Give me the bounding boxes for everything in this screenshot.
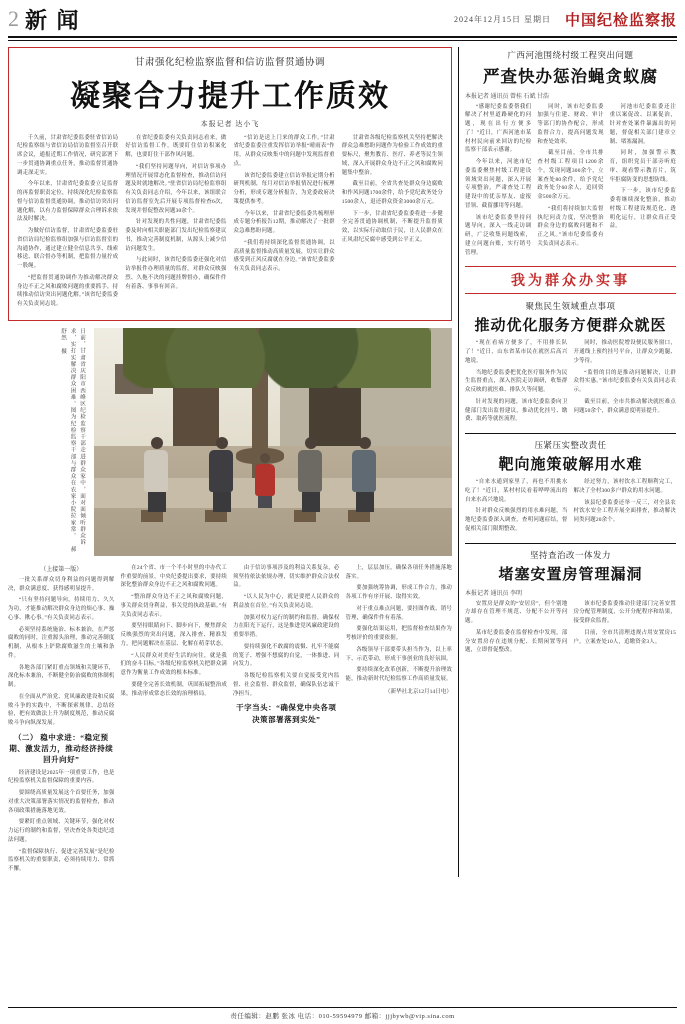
paragraph: 要紧盯重点领域、关键环节，强化对权力运行的制约和监督，坚决查处各类违纪违法问题。 (8, 819, 115, 843)
page-footer: 责任编辑：赵鹏 张冰 电话：010-59594979 邮箱：jjjbywb@vip.sina.com (8, 1007, 677, 1020)
paragraph: 要强化结果运用，把监督检查结果作为考核评价的重要依据。 (345, 626, 452, 641)
paragraph: 要持续深化改革创新，不断提升治理效能，推动新时代纪检监察工作高质量发展。 (345, 667, 452, 682)
paragraph: 各级领导干部要带头担当作为，以上率下、示范带动，形成干事创业的良好氛围。 (345, 646, 452, 662)
banner-label: 我为群众办实事 (511, 274, 630, 290)
lead-col-3 (234, 134, 335, 312)
paragraph: 下一步，该市纪委监委将继续深化整治，推动村级工程建设规范化、透明化运行，让群众真正受益。 (609, 188, 676, 230)
story3-kicker: 压紧压实整改责任 (534, 440, 607, 450)
continuation-label: （上接第一版） (40, 566, 83, 573)
paragraph: 河池市纪委监委还注重以案促改、以案促治，针对查处案件暴露出的问题，督促相关部门建章立制、堵塞漏洞。 (609, 103, 676, 145)
photo-person (144, 437, 170, 512)
paragraph: 今年以来，甘肃省纪委监委立足监督的再监督职责定位，持续深化纪检监察监督与信访监督贯通协调，推动信访突出问题化解，以有力监督保障群众合理诉求依法及时解决。 (17, 181, 119, 223)
lower-col-3 (233, 564, 340, 877)
paragraph: “以人民为中心，就是要把人民群众的利益放在首位。”有关负责同志说。 (233, 594, 340, 609)
paragraph: 针对群众反映强烈的用水难问题，当地纪委监委深入调查，查明问题症结，督促相关部门限期整改。 (465, 508, 568, 532)
news-photo (94, 328, 452, 556)
paragraph: “整治群众身边不正之风和腐败问题，事关群众切身利益，事关党的执政基础。”有关负责同志表示。 (120, 594, 227, 618)
paragraph: “我们将持续加大监督执纪问责力度，坚决整治群众身边的腐败问题和不正之风。”该市纪委监委有关负责同志表示。 (537, 205, 604, 247)
section-banner (465, 266, 676, 294)
paragraph: 在24个省、市一个半小时里的中办代工作重要的前景，中央纪委提出要求，要持续深化整治群众身边不正之风和腐败问题。 (120, 564, 227, 589)
photo-person (352, 437, 378, 512)
paragraph: 该市纪委监委推动住建部门完善安置房分配管理制度，公开分配程序和结果，接受群众监督。 (573, 600, 676, 624)
lead-col-4 (342, 134, 443, 312)
subhead: 干字当头：“确保党中央各项决策部署落到实处” (236, 703, 337, 724)
paragraph: 要围绕高质量发展这个首要任务，加强对重大决策部署落实情况的监督检查，推动各项政策措施落地见效。 (8, 790, 115, 814)
paragraph: “感谢纪委监委帮我们解决了村里道路硬化的问题，现在出行方便多了！”近日，广西河池市某村村民向前来回访的纪检监察干部表示感谢。 (465, 103, 532, 154)
story2-columns (465, 339, 676, 427)
story3-headline: 靶向施策破解用水难 (498, 457, 643, 473)
paragraph: “人民群众对美好生活的向往，就是我们的奋斗目标。”各级纪检监察机关把群众满意作为衡量工作成效的根本标准。 (120, 652, 227, 676)
paragraph: 同时，推动医院增设便民服务窗口，开通线上预约挂号平台，让群众少跑腿、少等待。 (573, 340, 676, 364)
story4-kicker: 坚持查治改一体发力 (529, 549, 611, 560)
section-title: 新 闻 (25, 7, 81, 33)
paragraph: 该市纪委监委坚持问题导向，深入一线走访调研，广泛收集问题线索，建立问题台账，实行销号管理。 (465, 214, 532, 256)
paragraph: 经济建设是2025年一项重要工作，也是纪检监察机关监督保障的重要内容。 (8, 769, 115, 785)
story1-kicker: 广西河池围绕村级工程突出问题 (507, 49, 634, 60)
story4-columns (465, 600, 676, 659)
photo-block (8, 328, 452, 556)
paragraph: 上，层层加压，确保各项任务措施落地落实。 (345, 564, 452, 580)
paper-logo: 中国纪检监察报 (564, 12, 677, 29)
continuation-article (8, 564, 452, 877)
lead-col-1 (17, 134, 118, 312)
story2-col-1 (465, 339, 568, 427)
lower-col-2 (121, 564, 228, 877)
left-column (8, 47, 452, 877)
lead-columns (17, 134, 443, 312)
lower-col-1 (8, 564, 115, 877)
paragraph: 目前，全市共清理违规占用安置房15户，立案查处10人，追缴资金3人。 (573, 629, 676, 645)
photo-person-child (255, 453, 275, 508)
paragraph: “我们坚持问题导向，对信访事项办理情况开展常态化监督检查，推动信访问题及时就地解决。”驻省信访局纪检监察组有关负责同志介绍，今年以来，该组联合信访监督室先后开展专项监督检查6次，发现并督促整改问题30余个。 (125, 163, 227, 214)
lead-headline: 凝聚合力提升工作质效 (70, 79, 390, 113)
paragraph: 各地各部门紧盯重点领域和关键环节，深化标本兼治，不断健全防治腐败的体制机制。 (8, 664, 115, 688)
paragraph: 针对发现的共性问题，甘肃省纪委监委及时向相关职能部门发出纪检监察建议书，推动完善制度机制，从源头上减少信访问题发生。 (125, 219, 227, 252)
story3-columns (465, 478, 676, 537)
story2-headline: 推动优化服务方便群众就医 (474, 318, 667, 335)
paragraph: 要健全完善长效机制，巩固拓展整治成果，推动形成常态长效的治理格局。 (120, 681, 227, 697)
photo-caption: 日前，甘肃省庆阳市西峰区纪检监察干部走进群众家中，面对面倾听群众诉求，实打实解决群众困难。图为纪检监察干部与群众在农家小院拉家常。 郝舒然 摄 (60, 327, 85, 553)
lead-kicker: 甘肃强化纪检监察监督和信访监督贯通协调 (134, 57, 325, 68)
photo-person (209, 437, 235, 512)
paragraph: “信访是送上门来的群众工作。”甘肃省纪委监委注重发挥信访举报“晴雨表”作用，从群众反映集中的问题中发现监督重点。 (233, 134, 335, 167)
paragraph: “只有坚持问题导向，持续用力、久久为功，才能推动解决群众身边的烦心事、操心事、揪心事。”有关负责同志表示。 (8, 597, 115, 621)
story1-col-3 (610, 103, 676, 261)
paragraph: 该县纪委监委还举一反三，对全县农村饮水安全工程开展全面排查，推动解决同类问题20余个。 (573, 499, 676, 523)
story1-byline: 本报记者 通讯员 曾桂 石斌 甘浩 (465, 93, 550, 100)
divider (465, 433, 676, 434)
paragraph: 该省纪委监委建立信访举报定期分析研判机制，每月对信访举报情况进行梳理分析，形成专题分析报告，为党委政府决策提供参考。 (233, 172, 335, 205)
paragraph: “监督的目的是推动问题解决，让群众得实惠。”该市纪委监委有关负责同志表示。 (573, 369, 676, 393)
paragraph: 各级纪检监察机关要自觉接受党内监督、社会监督、群众监督，确保队伍忠诚干净担当。 (233, 673, 340, 697)
paragraph: “现在看病方便多了，不用排长队了！”近日，山东省某市民在就医后高兴地说。 (465, 340, 568, 364)
paragraph: 截至目前，全市共排查村级工程项目1200余个，发现问题300余个，立案查处80余件，给予党纪政务处分60余人，追回资金500余万元。 (537, 150, 604, 200)
paragraph: 下一步，甘肃省纪委监委将进一步健全完善贯通协调机制，不断提升监督质效，以实际行动取信于民，让人民群众在正风肃纪反腐中感受到公平正义。 (341, 210, 443, 243)
story4-headline: 堵塞安置房管理漏洞 (498, 566, 643, 583)
issue-date: 2024年12月15日 星期日 (453, 14, 551, 24)
right-column (458, 47, 676, 877)
story1-col-1 (465, 103, 531, 261)
paragraph: 千久前，甘肃省纪委监委驻省信访局纪检监察组与省信访局信访监督室召开联席会议，通报近期工作情况，研究部署下一步贯通协调重点任务，推动监督贯通协调走深走实。 (17, 134, 119, 176)
masthead-rule-thick (8, 36, 677, 38)
paragraph: “自来水通到家里了，再也不用挑水吃了！”近日，某村村民看着哗哗流出的自来水高兴地说。 (465, 479, 568, 503)
paragraph: 同时，加强警示教育，组织党员干部旁听庭审、观看警示教育片，筑牢拒腐防变的思想防线。 (609, 150, 676, 183)
lead-byline: 本报记者 达小飞 (200, 119, 260, 128)
paragraph: 针对发现的问题，该市纪委监委向卫健部门发出监督建议，推动优化挂号、缴费、取药等就医流程。 (465, 398, 568, 423)
paragraph: 某市纪委监委在监督检查中发现，部分安置房存在违规分配、长期闲置等问题，立即督促整改。 (465, 629, 568, 654)
paragraph: 要加强统筹协调，形成工作合力，推动各项工作有序开展、取得实效。 (345, 585, 452, 600)
paragraph: 在省纪委监委有关负责同志看来，做好信访监督工作，既要盯住信访积案化解，也要盯住干部作风问题。 (125, 134, 227, 158)
paragraph: 与此同时，该省纪委监委还强化对信访举报件办理质量的监督，对群众反映强烈、久拖不决的问题挂牌督办，确保件件有着落、事事有回音。 (125, 257, 227, 290)
paragraph: 安置房是群众的“安居房”，但个别地方却存在管理不规范、分配不公开等问题。 (465, 600, 568, 624)
page-number: 2 (8, 6, 19, 31)
article-source: （新华社北京12月14日电） (384, 688, 452, 695)
paragraph: 今年以来，甘肃省纪委监委共梳理形成专题分析报告12期，推动解决了一批群众急难愁盼问题。 (233, 210, 335, 234)
story-housing (465, 549, 676, 659)
paragraph: 要坚持眼睛向下、脚步向下，聚焦群众反映强烈的突出问题，深入排查、精准发力，把问题解决在基层、化解在萌芽状态。 (120, 623, 227, 647)
paragraph: “我们将持续深化监督贯通协调，以高质量监督推动高质量发展，切实让群众感受到正风反腐就在身边。”该省纪委监委有关负责同志表示。 (233, 239, 335, 272)
paragraph: 截至目前，全省共查处群众身边腐败和作风问题1700余件，给予党纪政务处分1500余人，退还群众资金3000余万元。 (341, 181, 443, 205)
paragraph: 要持续强化不敢腐的震慑、扎牢不能腐的笼子、增强不想腐的自觉，一体推进、同向发力。 (233, 643, 340, 668)
story2-col-2 (574, 339, 677, 427)
paragraph: 当地纪委监委把优化医疗服务作为民生监督重点，深入医院走访调研，收集群众反映的就医难、排队久等问题。 (465, 369, 568, 393)
paragraph: 经过努力，该村饮水工程顺利完工，解决了全村300多户群众的用水问题。 (573, 479, 676, 494)
paragraph: 甘肃省各级纪检监察机关坚持把解决群众急难愁盼问题作为检验工作成效的重要标尺，聚焦教育、医疗、养老等民生领域，深入开展群众身边不正之风和腐败问题集中整治。 (341, 134, 443, 176)
story4-col-1 (465, 600, 568, 659)
subhead: （二） 稳中求进：“稳定预期、激发活力，推动经济持续回升向好” (9, 732, 114, 765)
paragraph: 加强对权力运行的制约和监督，确保权力在阳光下运行，这是推进党风廉政建设的重要举措。 (233, 614, 340, 638)
masthead (0, 0, 685, 34)
lead-col-2 (125, 134, 226, 312)
story-water (465, 439, 676, 537)
story3-col-1 (465, 478, 568, 537)
story3-col-2 (574, 478, 677, 537)
paragraph: “监督保障执行、促进完善发展”是纪检监察机关的重要职责，必须持续用力、常抓不懈。 (8, 848, 115, 872)
photo-tree-canopy (123, 328, 431, 388)
page-body (0, 41, 685, 877)
paragraph: 为做好信访监督，甘肃省纪委监委驻省信访局纪检监察组加强与信访监督室的沟通协作，通过建立健全信息共享、线索移送、联合督办等机制，把监督力量拧成一股绳。 (17, 228, 119, 269)
paragraph: “把监督贯通协调作为推动解决群众身边不正之风和腐败问题的重要抓手，持续推动信访突出问题化解。”该省纪委监委有关负责同志说。 (17, 274, 119, 307)
story-medical (465, 300, 676, 427)
divider (465, 543, 676, 544)
paragraph: 同时，该市纪委监委加强与住建、财政、审计等部门的协作配合，形成监督合力，提高问题发现和查处效率。 (537, 103, 604, 145)
story4-byline: 本报记者 通讯员 李明 (465, 590, 523, 597)
lower-col-4 (346, 564, 453, 877)
story1-headline: 严查快办惩治蝇贪蚁腐 (483, 66, 658, 86)
story1-col-2 (537, 103, 603, 261)
paragraph: 必须坚持系统施治、标本兼治，在严惩腐败的同时，注重源头治理，推动完善制度机制，从根本上铲除腐败滋生的土壤和条件。 (8, 626, 115, 659)
lead-story (8, 47, 452, 321)
paragraph: 在全面从严治党、党风廉政建设和反腐败斗争的实践中，不断探索规律、总结经验，把有效做法上升为制度规范，推动反腐败斗争向纵深发展。 (8, 693, 115, 726)
story1-columns (465, 103, 676, 261)
paragraph: 一批关系群众切身利益的问题得到解决，群众满意度、获得感明显提升。 (8, 576, 115, 592)
paragraph: 由于信访事项涉及的利益关系复杂，必须坚持依法依规办理，切实维护群众合法权益。 (233, 564, 340, 589)
story-hechi (465, 49, 676, 261)
paragraph: 截至目前，全市共推动解决就医难点问题50余个，群众满意度明显提升。 (573, 398, 676, 414)
story4-col-2 (574, 600, 677, 659)
story2-kicker: 聚焦民生领域重点事项 (525, 301, 616, 312)
photo-person (298, 437, 324, 512)
paragraph: 今年以来，河池市纪委监委聚焦村级工程建设领域突出问题，深入开展专项整治，严肃查处工程建设中的优亲厚友、虚报冒领、截留挪用等问题。 (465, 159, 532, 209)
paragraph: 对于重点难点问题，要挂图作战、销号管理，确保件件有着落。 (345, 605, 452, 621)
